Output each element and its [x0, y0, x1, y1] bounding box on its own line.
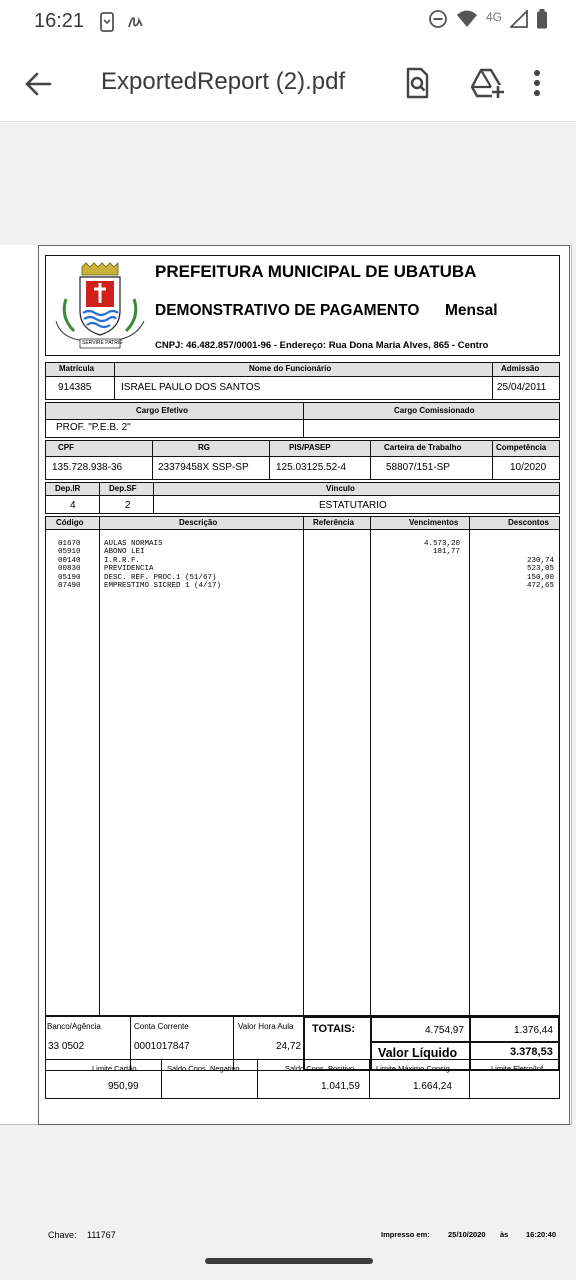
item-codigo: 00830 [58, 565, 81, 574]
wifi-icon [456, 9, 478, 34]
item-descricao: EMPRESTIMO SICRED 1 (4/17) [104, 582, 222, 590]
label-vencimentos: Vencimentos [409, 518, 459, 527]
doodle-icon [126, 12, 146, 37]
label-banco: Banco/Agência [47, 1022, 101, 1031]
back-arrow-icon[interactable] [22, 68, 54, 100]
value-admissao: 25/04/2011 [497, 382, 547, 393]
label-carteira: Carteira de Trabalho [384, 443, 462, 452]
value-nome: ISRAEL PAULO DOS SANTOS [121, 382, 261, 393]
label-chave: Chave: [48, 1230, 77, 1240]
value-cargo-efetivo: PROF. "P.E.B. 2" [56, 422, 131, 433]
item-vencimento: 181,77 [432, 548, 460, 557]
value-limite-consig: 1.664,24 [413, 1081, 452, 1092]
value-matricula: 914385 [58, 382, 92, 393]
battery-icon [536, 9, 548, 34]
label-saldo-positivo: Saldo Cons. Positivo [285, 1064, 355, 1073]
value-impresso-hora: 16:20:40 [526, 1230, 557, 1239]
item-codigo: 05190 [58, 573, 81, 582]
item-descricao: DESC. REF. PROC.1 (51/67) [104, 573, 217, 582]
label-rg: RG [198, 443, 210, 452]
item-descricao: ABONO LEI [104, 548, 145, 557]
value-dep-ir: 4 [70, 500, 76, 511]
value-valor-hora: 24,72 [276, 1041, 302, 1052]
search-doc-icon[interactable] [400, 66, 434, 100]
value-competencia: 10/2020 [510, 462, 547, 473]
label-dep-sf: Dep.SF [109, 484, 137, 493]
value-carteira: 58807/151-SP [386, 462, 450, 473]
item-codigo: 00140 [58, 556, 81, 565]
label-valor-liquido: Valor Líquido [378, 1046, 458, 1060]
value-dep-sf: 2 [125, 500, 131, 511]
label-nome: Nome do Funcionário [249, 364, 332, 373]
value-chave: 111767 [87, 1230, 116, 1240]
label-valor-hora: Valor Hora Aula [238, 1022, 294, 1031]
signal-icon [510, 10, 528, 33]
value-conta: 0001017847 [134, 1041, 190, 1052]
status-time: 16:21 [34, 10, 85, 32]
item-desconto: 230,74 [526, 556, 554, 565]
item-descricao: I.R.R.F. [104, 556, 141, 565]
screenshot-icon [98, 12, 116, 37]
status-icons [428, 10, 548, 32]
label-saldo-negativo: Saldo Cons. Negativo [167, 1064, 240, 1073]
item-descricao: PREVIDENCIA [104, 565, 154, 574]
label-cargo-efetivo: Cargo Efetivo [136, 406, 189, 415]
gesture-nav-handle[interactable] [205, 1258, 373, 1264]
label-competencia: Competência [496, 443, 547, 452]
item-codigo: 05910 [58, 548, 81, 557]
item-desconto: 523,05 [526, 565, 554, 574]
doc-period: Mensal [445, 302, 498, 319]
value-banco: 33 0502 [48, 1041, 85, 1052]
label-cpf: CPF [58, 443, 74, 452]
label-limite-consig: Limite Máximo Consig. [376, 1064, 452, 1073]
doc-title: DEMONSTRATIVO DE PAGAMENTO [155, 302, 420, 319]
value-impresso-data: 25/10/2020 [448, 1230, 486, 1239]
label-admissao: Admissão [501, 364, 540, 373]
label-vinculo: Vínculo [326, 484, 355, 493]
status-bar [0, 0, 576, 44]
label-matricula: Matrícula [59, 364, 95, 373]
company-address: CNPJ: 46.482.857/0001-96 - Endereço: Rua Dona Maria Alves, 865 - Centro [155, 340, 489, 351]
label-descricao: Descrição [179, 518, 218, 527]
document-title: ExportedReport (2).pdf [101, 68, 346, 95]
more-vert-icon[interactable] [527, 66, 547, 100]
label-dep-ir: Dep.IR [55, 484, 81, 493]
value-vinculo: ESTATUTARIO [319, 500, 387, 511]
value-total-descontos: 1.376,44 [514, 1025, 553, 1036]
item-descricao: AULAS NORMAIS [104, 540, 163, 548]
crest-motto: SERVIRE PATRIE [82, 340, 123, 346]
label-referencia: Referência [313, 518, 354, 527]
value-pis: 125.03125.52-4 [276, 462, 347, 473]
value-total-vencimentos: 4.754,97 [425, 1025, 464, 1036]
network-label: 4G [485, 10, 502, 24]
app-bar [0, 44, 576, 122]
add-to-drive-icon[interactable] [470, 66, 504, 100]
label-impresso: Impresso em: [381, 1230, 430, 1239]
value-limite-cartao: 950,99 [108, 1081, 139, 1092]
label-limite-cartao: Limite Cartão [92, 1064, 137, 1073]
item-desconto: 472,65 [526, 582, 554, 590]
label-cargo-comissionado: Cargo Comissionado [394, 406, 475, 415]
label-limite-eletro: Limite Eletro/Inf. [491, 1064, 546, 1073]
label-as: às [500, 1230, 509, 1239]
label-totais: TOTAIS: [312, 1023, 355, 1035]
dnd-icon [428, 9, 448, 34]
label-pis: PIS/PASEP [289, 443, 331, 452]
label-conta: Conta Corrente [134, 1022, 189, 1031]
value-cpf: 135.728.938-36 [52, 462, 123, 473]
value-valor-liquido: 3.378,53 [510, 1046, 553, 1058]
pdf-page [0, 245, 572, 1240]
item-codigo: 07490 [58, 582, 81, 590]
item-desconto: 150,00 [526, 573, 554, 582]
value-rg: 23379458X SSP-SP [158, 462, 249, 473]
item-codigo: 01670 [58, 540, 81, 548]
value-saldo-positivo: 1.041,59 [321, 1081, 360, 1092]
label-codigo: Código [56, 518, 84, 527]
pdf-viewer[interactable] [0, 123, 576, 1280]
item-vencimento: 4.573,20 [423, 540, 460, 548]
label-descontos: Descontos [508, 518, 549, 527]
org-title: PREFEITURA MUNICIPAL DE UBATUBA [155, 262, 477, 281]
city-crest [52, 259, 148, 351]
